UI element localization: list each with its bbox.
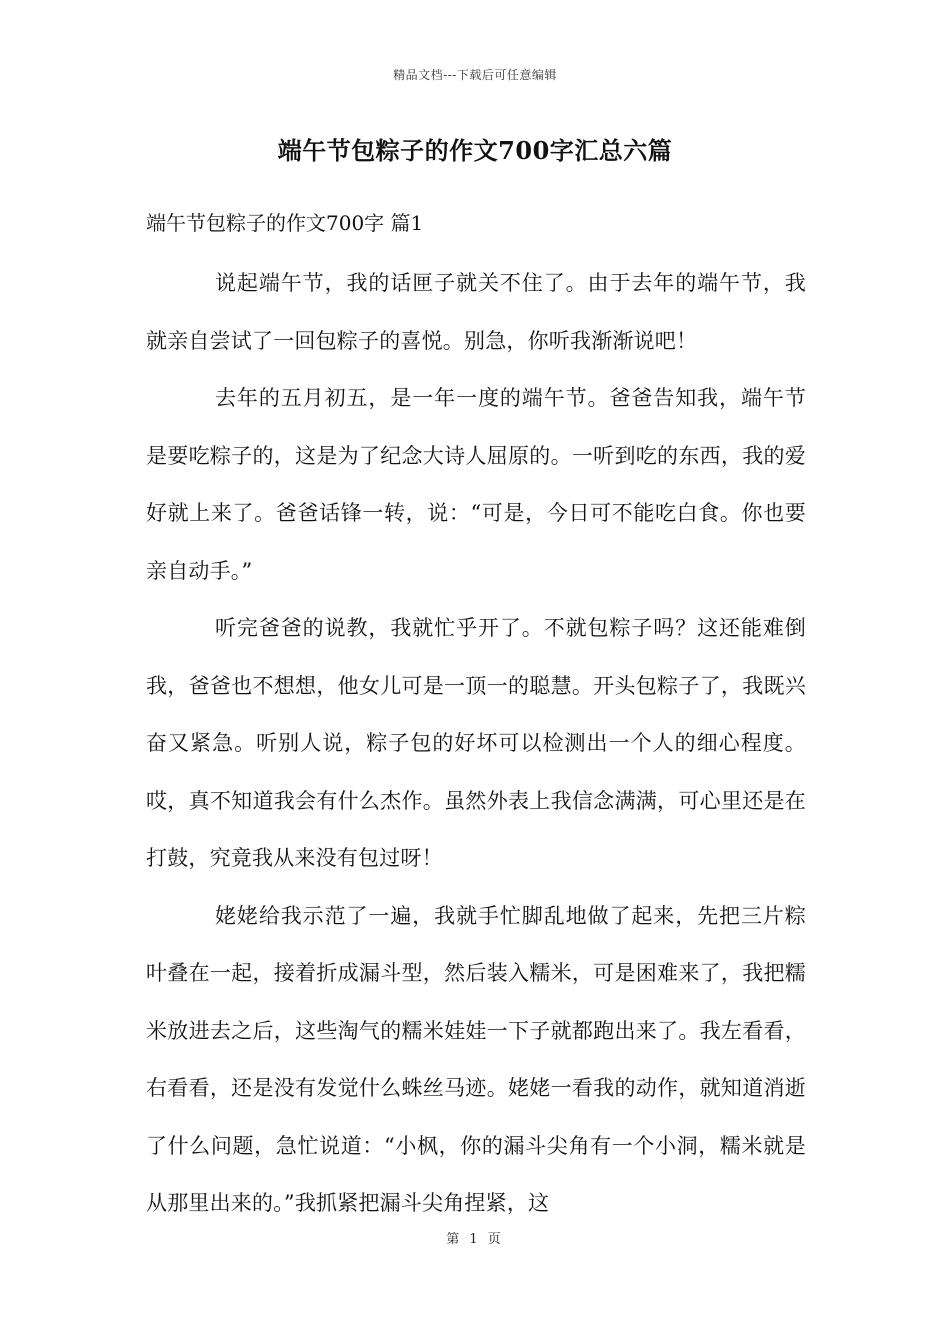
paragraph-4: 姥姥给我示范了一遍，我就手忙脚乱地做了起来，先把三片粽叶叠在一起，接着折成漏斗型，然后装入糯米，可是困难来了，我把糯米放进去之后，这些淘气的糯米娃娃一下子就都跑出来了。我左看看，右看看，还是没有发觉什么蛛丝马迹。姥姥一看我的动作，就知道消逝了什么问题，急忙说道：“小枫，你的漏斗尖角有一个小洞，糯米就是从那里出来的。”我抓紧把漏斗尖角捏紧，这 xyxy=(146,903,806,1215)
body-text xyxy=(146,255,806,1233)
paragraph-2: 去年的五月初五，是一年一度的端午节。爸爸告知我，端午节是要吃粽子的，这是为了纪念大诗人屈原的。一听到吃的东西，我的爱好就上来了。爸爸话锋一转，说：“可是，今日可不能吃白食。你也要亲自动手。” xyxy=(146,386,806,583)
paragraph-3: 听完爸爸的说教，我就忙乎开了。不就包粽子吗？这还能难倒我，爸爸也不想想，他女儿可是一顶一的聪慧。开头包粽子了，我既兴奋又紧急。听别人说，粽子包的好坏可以检测出一个人的细心程度。哎，真不知道我会有什么杰作。虽然外表上我信念满满，可心里还是在打鼓，究竟我从来没有包过呀！ xyxy=(146,616,806,870)
document-title: 端午节包粽子的作文700字汇总六篇 xyxy=(277,136,673,165)
page-number: 第 1 页 xyxy=(446,1232,504,1247)
section-heading: 端午节包粽子的作文700字 篇1 xyxy=(146,211,424,235)
paragraph-1: 说起端午节，我的话匣子就关不住了。由于去年的端午节，我就亲自尝试了一回包粽子的喜悦。别急，你听我渐渐说吧！ xyxy=(146,271,806,353)
page-header: 精品文档---下载后可任意编辑 xyxy=(393,68,557,82)
